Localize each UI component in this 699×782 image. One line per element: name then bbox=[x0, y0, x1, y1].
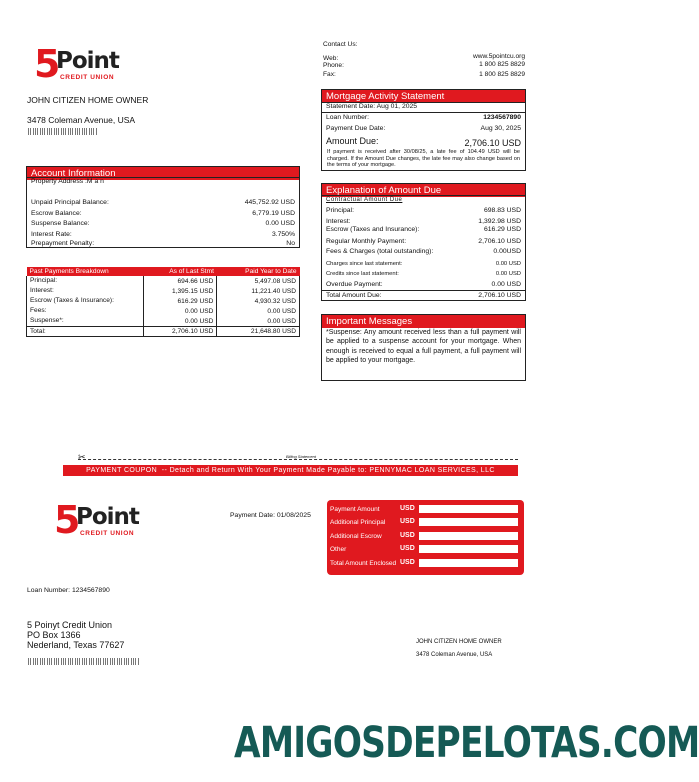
explanation-box bbox=[321, 183, 526, 301]
past-header-ytd: Paid Year to Date bbox=[245, 268, 297, 275]
explanation-total-row bbox=[326, 292, 521, 300]
past-row-label: Interest: bbox=[27, 286, 144, 296]
explanation-total-label: Total Amount Due: bbox=[326, 292, 382, 299]
remit-line-2: PO Box 1366 bbox=[27, 630, 81, 640]
account-row-value: 0.00 USD bbox=[265, 220, 295, 227]
table-row bbox=[27, 286, 300, 296]
account-row bbox=[31, 240, 295, 248]
logo-credit-union: CREDIT UNION bbox=[60, 74, 115, 81]
account-row bbox=[31, 231, 295, 239]
past-row-ytd: 5,497.08 USD bbox=[217, 276, 300, 286]
table-row bbox=[27, 306, 300, 316]
past-row-label: Suspense*: bbox=[27, 316, 144, 327]
coupon-currency: USD bbox=[400, 559, 415, 566]
account-row-value: 445,752.92 USD bbox=[244, 199, 295, 206]
account-row-label: Interest Rate: bbox=[31, 231, 72, 238]
coupon-amount-field[interactable] bbox=[419, 518, 518, 526]
amount-due-row bbox=[326, 136, 521, 146]
barcode bbox=[28, 128, 98, 135]
web-link[interactable]: www.5pointcu.org bbox=[472, 53, 525, 60]
contact-block bbox=[323, 41, 525, 81]
coupon-amount-field[interactable] bbox=[419, 545, 518, 553]
past-row-last-stmt: 0.00 USD bbox=[144, 316, 217, 327]
loan-number-value: 1234567890 bbox=[483, 114, 521, 121]
late-fee-note: If payment is received after 30/08/25, a late fee of 104.49 USD will be charged. If the Amount Due changes, the late fee may also change based on the terms of your mortgage. bbox=[327, 149, 520, 168]
table-row bbox=[27, 276, 300, 286]
contact-title: Contact Us: bbox=[323, 41, 358, 48]
coupon-amount-field[interactable] bbox=[419, 505, 518, 513]
statement-box bbox=[321, 89, 526, 171]
payer-street: 3478 Coleman Avenue, USA bbox=[416, 652, 493, 658]
explanation-row bbox=[326, 281, 521, 289]
payment-date: Payment Date: 01/08/2025 bbox=[230, 512, 311, 519]
explanation-row-value: 2,706.10 USD bbox=[478, 238, 521, 245]
loan-number-label: Loan Number: bbox=[326, 114, 370, 121]
explanation-row bbox=[326, 260, 521, 268]
phone-value: 1 800 825 8829 bbox=[479, 61, 525, 68]
past-row-label: Escrow (Taxes & Insurance): bbox=[27, 296, 144, 306]
statement-date: Statement Date: Aug 01, 2025 bbox=[326, 103, 418, 110]
past-total-b: 21,648.80 USD bbox=[217, 327, 300, 337]
past-row-ytd: 0.00 USD bbox=[217, 316, 300, 327]
account-row bbox=[31, 220, 295, 228]
explanation-row-label: Charges since last statement: bbox=[326, 261, 403, 267]
table-row bbox=[27, 296, 300, 306]
messages-box bbox=[321, 314, 526, 381]
explanation-row bbox=[326, 248, 521, 256]
account-row-value: 6,779.19 USD bbox=[252, 210, 295, 217]
past-header-breakdown: Past Payments Breakdown bbox=[29, 268, 109, 275]
watermark: AMIGOSDEPELOTAS.COM bbox=[234, 718, 699, 768]
fax-value: 1 800 825 8829 bbox=[479, 71, 525, 78]
remit-line-1: 5 Poinyt Credit Union bbox=[27, 620, 113, 630]
explanation-row-value: 0.00 USD bbox=[491, 281, 521, 288]
account-title: Account Information bbox=[27, 167, 299, 180]
amount-due-label: Amount Due: bbox=[326, 136, 379, 146]
coupon-logo bbox=[54, 498, 164, 542]
explanation-row-value: 698.83 USD bbox=[483, 207, 521, 214]
past-row-label: Principal: bbox=[27, 276, 144, 286]
explanation-row bbox=[326, 238, 521, 246]
past-total-label: Total: bbox=[30, 328, 46, 335]
explanation-row-label: Regular Monthly Payment: bbox=[326, 238, 407, 245]
explanation-subtitle: Contractual Amount Due bbox=[326, 197, 403, 203]
logo-five: 5 bbox=[34, 42, 61, 86]
explanation-row-value: 0.00 USD bbox=[495, 261, 521, 267]
account-row bbox=[31, 210, 295, 218]
scissors-icon: ✂ bbox=[78, 452, 86, 462]
coupon-field-label: Additional Principal bbox=[330, 519, 386, 526]
past-row-last-stmt: 694.66 USD bbox=[144, 276, 217, 286]
coupon-field-label: Additional Escrow bbox=[330, 533, 382, 540]
past-row-ytd: 0.00 USD bbox=[217, 306, 300, 316]
coupon-amount-field[interactable] bbox=[419, 532, 518, 540]
payer-name: JOHN CITIZEN HOME OWNER bbox=[416, 639, 502, 645]
coupon-banner: PAYMENT COUPON -- Detach and Return With Your Payment Made Payable to: PENNYMAC LOAN SERVICES, LLC bbox=[63, 465, 518, 476]
messages-title: Important Messages bbox=[322, 315, 525, 328]
coupon-entry-box bbox=[327, 500, 524, 575]
account-row-label: Escrow Balance: bbox=[31, 210, 82, 217]
due-date-label: Payment Due Date: bbox=[326, 125, 386, 132]
phone-label: Phone: bbox=[323, 62, 344, 69]
explanation-row-label: Fees & Charges (total outstanding): bbox=[326, 248, 434, 255]
coupon-amount-field[interactable] bbox=[419, 559, 518, 567]
statement-title: Mortgage Activity Statement bbox=[322, 90, 525, 103]
amount-due-value: 2,706.10 USD bbox=[464, 138, 521, 148]
fax-label: Fax: bbox=[323, 71, 336, 78]
explanation-row-label: Principal: bbox=[326, 207, 354, 214]
past-row-last-stmt: 1,395.15 USD bbox=[144, 286, 217, 296]
coupon-field-label: Total Amount Enclosed bbox=[330, 560, 397, 567]
coupon-logo-point: Point bbox=[76, 504, 139, 530]
explanation-row bbox=[326, 226, 521, 234]
explanation-row bbox=[326, 218, 521, 226]
explanation-row-value: 616.29 USD bbox=[483, 226, 521, 233]
explanation-title: Explanation of Amount Due bbox=[322, 184, 525, 197]
coupon-logo-credit-union: CREDIT UNION bbox=[80, 530, 135, 537]
explanation-row bbox=[326, 207, 521, 215]
account-box bbox=[26, 166, 300, 248]
explanation-row-label: Interest: bbox=[326, 218, 351, 225]
addressee-name: JOHN CITIZEN HOME OWNER bbox=[27, 95, 149, 105]
coupon-currency: USD bbox=[400, 505, 415, 512]
web-label: Web: bbox=[323, 55, 339, 62]
coupon-field-label: Other bbox=[330, 546, 347, 553]
account-row-label: Suspense Balance: bbox=[31, 220, 90, 227]
cut-line bbox=[78, 459, 518, 460]
loan-number-row bbox=[326, 114, 521, 122]
account-row-value: No bbox=[286, 240, 295, 247]
account-row-label: Unpaid Principal Balance: bbox=[31, 199, 109, 206]
past-row-last-stmt: 0.00 USD bbox=[144, 306, 217, 316]
past-row-last-stmt: 616.29 USD bbox=[144, 296, 217, 306]
explanation-row-label: Escrow (Taxes and Insurance): bbox=[326, 226, 420, 233]
past-row-label: Fees: bbox=[27, 306, 144, 316]
past-total-a: 2,706.10 USD bbox=[144, 327, 217, 337]
explanation-row bbox=[326, 270, 521, 278]
logo-point: Point bbox=[56, 48, 119, 74]
coupon-field-label: Payment Amount bbox=[330, 506, 380, 513]
explanation-row-label: Credits since last statement: bbox=[326, 271, 399, 277]
explanation-row-value: 1,392.98 USD bbox=[478, 218, 521, 225]
coupon-loan-number: Loan Number: 1234567890 bbox=[27, 587, 110, 594]
remit-line-3: Nederland, Texas 77627 bbox=[27, 640, 125, 650]
addressee-street: 3478 Coleman Avenue, USA bbox=[27, 115, 136, 125]
due-date-value: Aug 30, 2025 bbox=[480, 125, 521, 132]
past-row-ytd: 11,221.40 USD bbox=[217, 286, 300, 296]
cut-note: Billing Statement bbox=[286, 454, 317, 459]
past-row-ytd: 4,930.32 USD bbox=[217, 296, 300, 306]
property-address: Property Address :M a n bbox=[31, 178, 104, 185]
messages-body: *Suspense: Any amount received less than a full payment will be applied to a suspense account for your mortgage. When enough is received to equal a full payment, a full payment will be applied to your mortgage. bbox=[326, 329, 521, 365]
due-date-row bbox=[326, 125, 521, 133]
past-rows bbox=[27, 276, 300, 327]
account-row-label: Prepayment Penalty: bbox=[31, 240, 95, 247]
logo bbox=[34, 42, 144, 86]
explanation-row-label: Overdue Payment: bbox=[326, 281, 383, 288]
account-row-value: 3.750% bbox=[271, 231, 295, 238]
coupon-currency: USD bbox=[400, 532, 415, 539]
explanation-row-value: 0.00USD bbox=[493, 248, 521, 255]
account-row bbox=[31, 199, 295, 207]
coupon-currency: USD bbox=[400, 518, 415, 525]
remit-barcode bbox=[28, 658, 140, 665]
past-payments bbox=[26, 267, 300, 337]
explanation-total-value: 2,706.10 USD bbox=[478, 292, 521, 299]
explanation-row-value: 0.00 USD bbox=[495, 271, 521, 277]
table-row bbox=[27, 316, 300, 327]
past-header-last-stmt: As of Last Stmt bbox=[169, 268, 214, 275]
coupon-currency: USD bbox=[400, 545, 415, 552]
coupon-logo-five: 5 bbox=[54, 498, 81, 542]
